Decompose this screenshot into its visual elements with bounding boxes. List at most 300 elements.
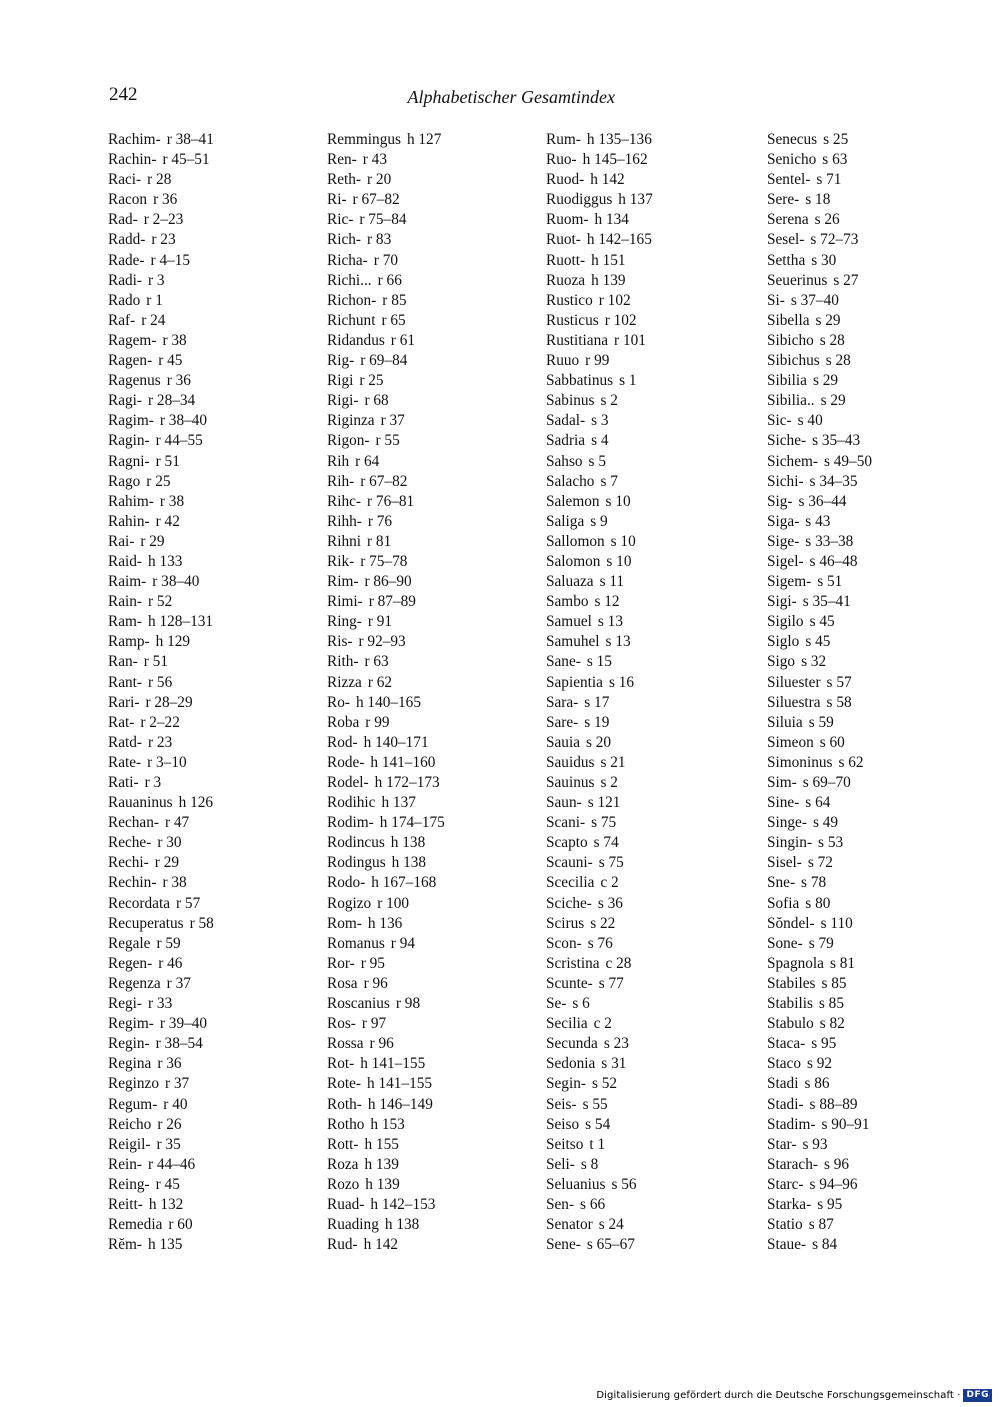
index-reference: r 38–41 <box>166 131 214 148</box>
index-reference: h 138 <box>390 834 426 852</box>
index-headword: Simeon <box>767 733 814 751</box>
index-reference: r 20 <box>367 171 392 189</box>
index-headword: Rodo- <box>327 874 366 892</box>
index-headword: Ring- <box>327 613 362 631</box>
index-entry <box>108 1155 323 1175</box>
index-headword: Scani- <box>546 814 586 832</box>
index-reference: r 26 <box>157 1115 182 1133</box>
index-entry <box>108 1175 323 1195</box>
index-headword: Sig- <box>767 492 793 510</box>
index-entry <box>108 1054 323 1074</box>
index-headword: Ragim- <box>108 412 154 430</box>
index-entry <box>767 813 982 833</box>
index-entry <box>327 894 542 914</box>
index-entry <box>767 954 982 974</box>
index-reference: r 45 <box>155 1175 180 1193</box>
index-headword: Ric- <box>327 211 354 229</box>
index-headword: Siluester <box>767 673 821 691</box>
index-reference: r 59 <box>156 934 181 952</box>
index-headword: Rigi <box>327 372 354 390</box>
index-headword: Rado <box>108 291 141 309</box>
index-reference: s 65–67 <box>586 1236 635 1254</box>
index-reference: s 75 <box>591 814 617 832</box>
index-entry <box>767 190 982 210</box>
index-reference: r 94 <box>390 934 416 952</box>
index-headword: Ruuo <box>546 352 580 370</box>
index-headword: Rahim- <box>108 492 154 510</box>
index-entry <box>546 411 761 431</box>
index-headword: Sigo <box>767 653 796 671</box>
index-reference: h 138 <box>391 854 427 872</box>
index-headword: Ragin- <box>108 432 150 450</box>
index-headword: Sauinus <box>546 774 595 791</box>
index-headword: Siluestra <box>767 693 821 711</box>
index-headword: Rari- <box>108 693 140 711</box>
index-reference: r 28–29 <box>145 693 193 711</box>
index-headword: Regale <box>108 934 151 952</box>
index-headword: Rai- <box>108 532 135 550</box>
index-reference: s 27 <box>833 271 859 289</box>
index-reference: s 29 <box>815 311 841 329</box>
index-headword: Richunt <box>327 311 376 329</box>
index-headword: Rodim- <box>327 814 374 832</box>
index-headword: Reigil- <box>108 1135 151 1153</box>
index-reference: r 30 <box>157 834 182 852</box>
index-entry <box>327 1074 542 1094</box>
index-reference: s 20 <box>586 733 612 751</box>
index-reference: s 1 <box>619 372 637 390</box>
index-entry <box>767 411 982 431</box>
index-headword: Ruodiggus <box>546 191 613 209</box>
index-reference: r 64 <box>355 452 380 470</box>
index-reference: h 172–173 <box>374 774 440 791</box>
index-headword: Raid- <box>108 552 142 570</box>
index-entry <box>327 251 542 271</box>
index-headword: Stabulo <box>767 1015 814 1033</box>
index-headword: Roth- <box>327 1095 362 1113</box>
index-entry <box>108 612 323 632</box>
index-reference: s 82 <box>819 1015 845 1033</box>
index-reference: s 13 <box>605 633 631 651</box>
index-entry <box>327 954 542 974</box>
index-reference: s 49–50 <box>823 452 873 470</box>
index-entry <box>767 452 982 472</box>
index-entry <box>327 452 542 472</box>
index-reference: s 40 <box>797 412 823 430</box>
index-headword: Samuhel <box>546 633 600 651</box>
index-entry <box>546 1034 761 1054</box>
index-reference: s 7 <box>600 472 618 490</box>
index-reference: s 59 <box>808 713 834 731</box>
index-entry <box>546 813 761 833</box>
index-entry <box>546 492 761 512</box>
index-headword: Sambo <box>546 593 589 611</box>
index-reference: h 127 <box>406 131 442 148</box>
index-headword: Sibilia.. <box>767 392 815 410</box>
index-reference: h 133 <box>148 552 183 570</box>
index-reference: r 24 <box>141 311 166 329</box>
index-entry <box>327 592 542 612</box>
index-headword: Settha <box>767 251 806 269</box>
index-reference: r 45–51 <box>162 151 210 169</box>
index-headword: Regina <box>108 1055 152 1073</box>
index-reference: r 2–23 <box>143 211 184 229</box>
index-entry <box>327 1095 542 1115</box>
index-entry <box>767 472 982 492</box>
index-entry <box>767 552 982 572</box>
index-entry <box>327 1135 542 1155</box>
index-entry <box>327 1175 542 1195</box>
index-reference: h 139 <box>364 1155 399 1173</box>
index-entry <box>546 733 761 753</box>
index-headword: Se- <box>546 995 567 1013</box>
index-entry <box>546 853 761 873</box>
index-reference: h 137 <box>618 191 653 209</box>
index-reference: s 2 <box>600 774 618 791</box>
index-headword: Sallomon <box>546 532 605 550</box>
index-headword: Starach- <box>767 1155 818 1173</box>
index-reference: s 36–44 <box>798 492 847 510</box>
index-headword: Sigem- <box>767 573 812 591</box>
index-entry <box>108 391 323 411</box>
index-entry <box>108 632 323 652</box>
index-entry <box>767 1235 982 1255</box>
index-entry <box>767 793 982 813</box>
index-entry <box>546 833 761 853</box>
index-reference: s 71 <box>816 171 842 189</box>
index-entry <box>327 170 542 190</box>
index-reference: r 98 <box>395 995 421 1013</box>
index-entry <box>546 1215 761 1235</box>
running-title: Alphabetischer Gesamtindex <box>407 87 615 107</box>
index-entry <box>327 472 542 492</box>
index-reference: s 9 <box>590 512 608 530</box>
index-entry <box>546 1135 761 1155</box>
index-headword: Rossa <box>327 1035 364 1053</box>
index-headword: Roza <box>327 1155 359 1173</box>
index-reference: s 62 <box>838 753 864 771</box>
index-reference: h 139 <box>365 1175 400 1193</box>
index-entry <box>108 1014 323 1034</box>
index-reference: r 38 <box>162 331 187 349</box>
index-entry <box>108 1115 323 1135</box>
index-reference: s 88–89 <box>809 1095 858 1113</box>
index-headword: Rate- <box>108 753 142 771</box>
index-headword: Saliga <box>546 512 585 530</box>
index-reference: s 80 <box>805 894 831 912</box>
index-reference: h 174–175 <box>379 814 445 832</box>
index-reference: s 55 <box>582 1095 608 1113</box>
index-entry <box>108 532 323 552</box>
index-reference: h 135–136 <box>586 131 652 148</box>
index-entry <box>108 793 323 813</box>
index-reference: s 17 <box>584 693 610 711</box>
index-headword: Rechan- <box>108 814 159 832</box>
index-entry <box>767 1155 982 1175</box>
index-headword: Sichi- <box>767 472 804 490</box>
index-reference: s 51 <box>817 573 843 591</box>
index-headword: Sedonia <box>546 1055 596 1073</box>
index-reference: s 79 <box>808 934 834 952</box>
index-reference: r 61 <box>390 331 416 349</box>
index-reference: s 78 <box>801 874 827 892</box>
index-entry <box>546 934 761 954</box>
index-reference: r 67–82 <box>360 472 408 490</box>
index-headword: Sane- <box>546 653 581 671</box>
index-headword: Sine- <box>767 794 800 812</box>
index-headword: Ruom- <box>546 211 589 229</box>
index-reference: c 28 <box>605 954 632 972</box>
index-reference: r 29 <box>140 532 165 550</box>
index-reference: r 58 <box>189 914 214 932</box>
index-reference: s 90–91 <box>821 1115 870 1133</box>
index-entry <box>546 472 761 492</box>
index-entry <box>767 833 982 853</box>
index-headword: Singe- <box>767 814 807 832</box>
index-entry <box>327 210 542 230</box>
index-reference: r 35 <box>156 1135 181 1153</box>
index-entry <box>767 693 982 713</box>
index-entry <box>327 934 542 954</box>
index-reference: r 83 <box>367 231 392 249</box>
index-entry <box>546 431 761 451</box>
index-entry <box>767 210 982 230</box>
index-entry <box>327 431 542 451</box>
index-headword: Scirus <box>546 914 585 932</box>
index-headword: Reth- <box>327 171 361 189</box>
index-headword: Rein- <box>108 1155 142 1173</box>
index-reference: c 2 <box>593 1015 612 1033</box>
index-entry <box>327 673 542 693</box>
index-entry <box>108 1135 323 1155</box>
index-entry <box>327 833 542 853</box>
index-entry <box>767 934 982 954</box>
index-headword: Romanus <box>327 934 385 952</box>
index-reference: h 126 <box>178 794 214 812</box>
index-headword: Raim- <box>108 573 147 591</box>
index-entry <box>108 713 323 733</box>
index-entry <box>546 251 761 271</box>
index-headword: Sigel- <box>767 552 804 570</box>
index-entry <box>767 291 982 311</box>
index-entry <box>108 1195 323 1215</box>
index-headword: Starc- <box>767 1175 804 1193</box>
index-headword: Sisel- <box>767 854 802 872</box>
index-headword: Sauia <box>546 733 580 751</box>
index-reference: r 36 <box>157 1055 182 1073</box>
index-reference: s 52 <box>591 1075 618 1093</box>
index-entry <box>327 813 542 833</box>
index-reference: h 141–155 <box>360 1055 426 1073</box>
index-reference: s 77 <box>598 974 624 992</box>
index-reference: s 56 <box>611 1175 637 1193</box>
index-entry <box>546 1054 761 1074</box>
index-entry <box>546 914 761 934</box>
index-entry <box>546 532 761 552</box>
index-headword: Ri- <box>327 191 347 209</box>
index-headword: Reche- <box>108 834 152 852</box>
index-headword: Reicho <box>108 1115 152 1133</box>
index-entry <box>767 974 982 994</box>
index-entry <box>108 190 323 210</box>
index-entry <box>327 652 542 672</box>
index-entry <box>767 1074 982 1094</box>
index-reference: r 60 <box>168 1216 193 1234</box>
index-entry <box>546 793 761 813</box>
index-entry <box>327 271 542 291</box>
index-headword: Sibella <box>767 311 810 329</box>
index-entry <box>327 914 542 934</box>
index-entry <box>767 652 982 672</box>
index-entry <box>327 733 542 753</box>
index-entry <box>108 813 323 833</box>
index-entry <box>767 873 982 893</box>
index-reference: h 145–162 <box>582 151 648 169</box>
index-headword: Reing- <box>108 1175 150 1193</box>
index-entry <box>546 371 761 391</box>
index-entry <box>546 552 761 572</box>
index-headword: Sadal- <box>546 412 586 430</box>
index-entry <box>108 833 323 853</box>
index-reference: s 28 <box>825 352 851 370</box>
index-headword: Regen- <box>108 954 153 972</box>
dfg-logo-icon: DFG <box>963 1389 992 1402</box>
index-reference: s 8 <box>580 1155 599 1173</box>
index-reference: h 137 <box>381 794 416 812</box>
index-reference: s 6 <box>572 995 590 1013</box>
index-reference: s 37–40 <box>790 291 839 309</box>
index-entry <box>327 230 542 250</box>
index-entry <box>327 793 542 813</box>
index-entry <box>546 753 761 773</box>
index-headword: Rott- <box>327 1135 359 1153</box>
index-headword: Ros- <box>327 1015 356 1033</box>
index-headword: Rode- <box>327 753 365 771</box>
index-column-2 <box>327 130 542 1255</box>
index-reference: r 33 <box>148 995 173 1013</box>
index-reference: s 10 <box>606 552 632 570</box>
index-reference: r 25 <box>359 372 384 390</box>
index-reference: r 38 <box>159 492 185 510</box>
index-entry <box>767 150 982 170</box>
index-headword: Ren- <box>327 151 357 169</box>
index-entry <box>108 331 323 351</box>
index-reference: r 38–40 <box>152 573 200 591</box>
index-entry <box>767 230 982 250</box>
index-headword: Simoninus <box>767 753 833 771</box>
index-headword: Rih <box>327 452 350 470</box>
index-reference: h 142 <box>363 1236 399 1254</box>
index-reference: r 97 <box>361 1015 387 1033</box>
index-headword: Rihh- <box>327 512 362 530</box>
index-reference: s 110 <box>820 914 853 932</box>
index-headword: Racon <box>108 191 148 209</box>
index-entry <box>767 431 982 451</box>
index-entry <box>767 130 982 150</box>
index-reference: h 128–131 <box>148 613 214 631</box>
index-headword: Rotho <box>327 1115 365 1133</box>
index-reference: s 36 <box>597 894 623 912</box>
index-headword: Seiso <box>546 1115 580 1133</box>
index-reference: s 84 <box>812 1236 838 1254</box>
index-entry <box>327 492 542 512</box>
index-headword: Sone- <box>767 934 803 952</box>
index-entry <box>327 150 542 170</box>
index-reference: h 134 <box>594 211 629 229</box>
index-reference: h 139 <box>591 271 626 289</box>
index-entry <box>108 652 323 672</box>
index-column-3 <box>546 130 761 1255</box>
index-headword: Rod- <box>327 733 358 751</box>
index-headword: Richa- <box>327 251 368 269</box>
index-headword: Rosa <box>327 974 358 992</box>
index-reference: s 93 <box>802 1135 828 1153</box>
index-headword: Senicho <box>767 151 817 169</box>
index-entry <box>327 1054 542 1074</box>
index-reference: s 10 <box>605 492 631 510</box>
index-reference: r 42 <box>155 512 180 530</box>
index-headword: Rad- <box>108 211 138 229</box>
index-entry <box>767 773 982 793</box>
index-headword: Sibichus <box>767 352 820 370</box>
index-headword: Rusticus <box>546 311 599 329</box>
index-entry <box>108 271 323 291</box>
index-entry <box>546 873 761 893</box>
index-entry <box>767 271 982 291</box>
index-headword: Ragi- <box>108 392 142 410</box>
index-headword: Seluanius <box>546 1175 606 1193</box>
index-entry <box>546 1155 761 1175</box>
index-reference: s 95 <box>817 1195 843 1213</box>
index-reference: s 85 <box>818 995 844 1013</box>
index-reference: s 25 <box>823 131 849 148</box>
index-headword: Rihni <box>327 532 361 550</box>
index-reference: s 53 <box>818 834 844 852</box>
index-headword: Senator <box>546 1216 593 1234</box>
index-entry <box>546 190 761 210</box>
index-entry <box>767 894 982 914</box>
index-reference: r 3 <box>148 271 165 289</box>
index-reference: s 45 <box>805 633 831 651</box>
index-headword: Rade- <box>108 251 145 269</box>
index-reference: r 23 <box>148 733 173 751</box>
index-reference: r 55 <box>375 432 400 450</box>
index-entry <box>108 150 323 170</box>
index-reference: r 44–46 <box>148 1155 196 1173</box>
index-headword: Stadim- <box>767 1115 816 1133</box>
index-entry <box>108 994 323 1014</box>
index-headword: Segin- <box>546 1075 586 1093</box>
index-entry <box>546 572 761 592</box>
index-entry <box>767 1175 982 1195</box>
index-headword: Star- <box>767 1135 797 1153</box>
index-headword: Rati- <box>108 774 139 791</box>
index-reference: s 32 <box>801 653 827 671</box>
index-headword: Rodihic <box>327 794 376 812</box>
index-reference: h 136 <box>367 914 403 932</box>
index-headword: Regim- <box>108 1015 154 1033</box>
index-entry <box>108 291 323 311</box>
index-headword: Recuperatus <box>108 914 184 932</box>
index-headword: Sim- <box>767 774 797 791</box>
index-reference: r 68 <box>364 392 389 410</box>
index-reference: s 72 <box>807 854 833 872</box>
index-entry <box>767 351 982 371</box>
index-entry <box>108 1215 323 1235</box>
index-entry <box>327 572 542 592</box>
index-reference: r 40 <box>163 1095 188 1113</box>
index-entry <box>108 351 323 371</box>
